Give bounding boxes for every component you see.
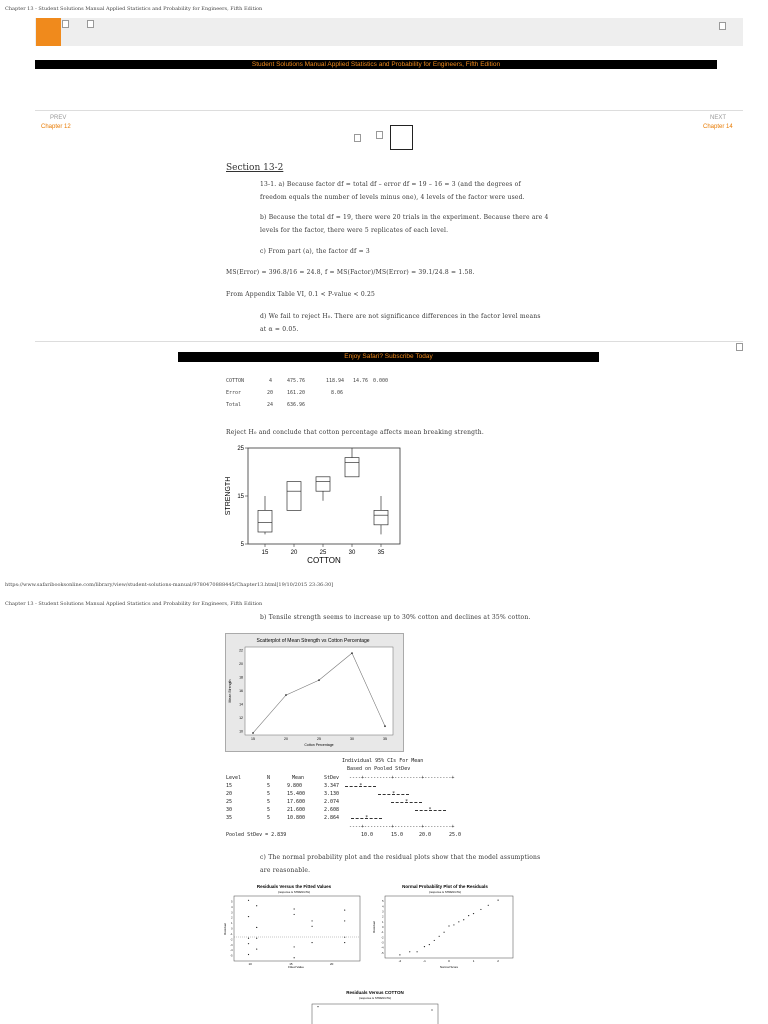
data-point	[351, 652, 353, 654]
plot-area	[234, 896, 360, 961]
chart-subtitle: (response is STRENGTH)	[428, 890, 462, 894]
y-tick-label: 15	[237, 494, 244, 500]
x-tick-label: -2	[398, 959, 402, 963]
y-tick-label: 18	[239, 675, 243, 680]
data-point	[344, 920, 345, 921]
x-tick-label: 15	[261, 550, 269, 556]
x-tick-label: 20	[284, 737, 288, 741]
ci-cell: 17.600	[287, 799, 306, 805]
y-tick-label: -1	[381, 931, 384, 935]
box	[287, 482, 301, 511]
data-point	[256, 927, 257, 928]
y-tick-label: 12	[239, 716, 243, 721]
y-tick-label: -2	[381, 936, 384, 940]
plot-area	[312, 1004, 438, 1024]
answer-13-1-d: d) We fail to reject H₀. There are not significance differences in the factor level means at α = 0.05.	[260, 313, 541, 333]
anova-cell: 0.000	[373, 378, 389, 384]
x-tick-label: 0	[448, 959, 450, 963]
ci-col-header: Mean	[292, 775, 305, 781]
ci-scale-label: 20.0	[419, 832, 432, 838]
menu-icon[interactable]	[62, 20, 69, 28]
chart-title: Scatterplot of Mean Strength vs Cotton Percentage	[256, 638, 370, 644]
ci-mean-marker: *	[405, 799, 409, 805]
ci-cell: 2.074	[324, 799, 340, 805]
data-point	[317, 1006, 318, 1007]
data-point	[311, 926, 312, 927]
data-point	[256, 948, 257, 949]
x-tick-label: 20	[329, 962, 334, 966]
data-point	[463, 919, 464, 920]
data-point	[344, 909, 345, 910]
chart-subtitle: (response is STRENGTH)	[358, 996, 392, 1000]
y-tick-label: 4	[231, 905, 233, 909]
page-header-2: Chapter 13 - Student Solutions Manual Applied Statistics and Probability for Engineers, Fifth Edition	[5, 601, 263, 607]
ci-col-header: N	[267, 775, 271, 781]
ci-cell: 5	[267, 783, 271, 789]
ci-cell: 5	[267, 807, 271, 813]
data-point	[311, 942, 312, 943]
data-point	[252, 732, 254, 734]
toc-icon[interactable]	[87, 20, 94, 28]
ci-mean-marker: *	[359, 783, 363, 789]
tensile-statement: b) Tensile strength seems to increase up to 30% cotton and declines at 35% cotton.	[260, 614, 531, 621]
ms-error-calc: MS(Error) = 396.8/16 = 24.8, f = MS(Factor)/MS(Error) = 39.1/24.8 = 1.58.	[226, 269, 475, 276]
plot-area	[245, 647, 393, 735]
x-tick-label: 30	[350, 737, 354, 741]
x-tick-label: 35	[383, 737, 387, 741]
y-tick-label: 25	[237, 446, 244, 452]
y-tick-label: -2	[230, 938, 233, 942]
ci-table	[226, 758, 496, 848]
section-title: Section 13-2	[226, 163, 284, 173]
data-point	[294, 914, 295, 915]
ci-cell: 2.864	[324, 815, 340, 821]
anova-cell: 475.76	[287, 378, 306, 384]
y-tick-label: -1	[230, 932, 233, 936]
answer-13-1-b: b) Because the total df = 19, there were 20 trials in the experiment. Because there are 4 levels for the factor, there were 5 replicates of each level.	[260, 214, 549, 234]
data-point	[439, 936, 440, 937]
data-point	[416, 951, 417, 952]
chart-title: Residuals Versus COTTON	[346, 990, 404, 995]
box	[374, 510, 388, 524]
chart-title: Residuals Versus the Fitted Values	[256, 884, 332, 889]
anova-cell: Error	[226, 390, 242, 396]
page-divider	[35, 341, 743, 342]
y-tick-label: -4	[230, 949, 233, 953]
y-tick-label: 2	[382, 915, 384, 919]
data-point	[256, 905, 257, 906]
data-point	[468, 915, 469, 916]
y-tick-label: -3	[381, 941, 384, 945]
chart-title: Normal Probability Plot of the Residuals	[402, 884, 488, 889]
y-axis-label: STRENGTH	[225, 476, 232, 516]
ci-cell: 5	[267, 791, 271, 797]
ci-cell: 3.130	[324, 791, 340, 797]
x-axis-label: Fitted Value	[288, 965, 304, 968]
expand-icon[interactable]	[736, 343, 743, 351]
y-tick-label: 2	[231, 916, 233, 920]
y-tick-label: 0	[231, 927, 233, 931]
subscribe-banner[interactable]: Enjoy Safari? Subscribe Today	[178, 352, 599, 362]
y-tick-label: 10	[239, 729, 243, 734]
ci-cell: 5	[267, 815, 271, 821]
page-thumbnail-icon[interactable]	[390, 125, 413, 150]
data-point	[443, 932, 444, 933]
box	[345, 458, 359, 477]
anova-cell: 4	[269, 378, 273, 384]
anova-cell: 8.06	[331, 390, 344, 396]
plot-area	[385, 896, 513, 958]
x-axis-label: Normal Score	[439, 965, 459, 968]
top-toolbar	[35, 18, 743, 46]
data-point	[248, 938, 249, 939]
ci-cell: 9.800	[287, 783, 303, 789]
anova-cell: 636.96	[287, 402, 306, 408]
page-header: Chapter 13 - Student Solutions Manual Applied Statistics and Probability for Engineers, Fifth Edition	[5, 6, 263, 12]
anova-cell: 14.76	[353, 378, 369, 384]
answer-13-1-c: c) From part (a), the factor df = 3	[260, 248, 370, 255]
anova-cell: 20	[267, 390, 274, 396]
y-tick-label: 22	[239, 648, 243, 653]
data-point	[248, 900, 249, 901]
data-point	[294, 957, 295, 958]
ci-cell: 5	[267, 799, 271, 805]
y-tick-label: -3	[230, 943, 233, 947]
ci-cell: 15.400	[287, 791, 306, 797]
data-point	[434, 940, 435, 941]
x-axis-label: Cotton Percentage	[304, 743, 334, 747]
data-point	[424, 946, 425, 947]
settings-icon[interactable]	[719, 22, 726, 30]
y-tick-label: 16	[239, 689, 243, 693]
y-tick-label: -5	[381, 951, 384, 955]
assumptions-statement: c) The normal probability plot and the residual plots show that the model assumptions are reasonable.	[260, 854, 541, 874]
data-point	[488, 905, 489, 906]
prev-label: PREV	[50, 115, 67, 121]
ci-cell: 10.800	[287, 815, 306, 821]
ci-cell: 21.600	[287, 807, 306, 813]
next-label: NEXT	[710, 115, 727, 121]
x-tick-label: 35	[377, 550, 385, 556]
data-point	[248, 916, 249, 917]
data-point	[294, 908, 295, 909]
y-tick-label: 1	[231, 922, 233, 926]
anova-cell: 24	[267, 402, 274, 408]
data-point	[311, 920, 312, 921]
box	[258, 510, 272, 532]
boxplot-chart	[222, 442, 412, 568]
y-tick-label: -4	[381, 946, 384, 950]
y-tick-label: 4	[382, 905, 384, 909]
ci-scale-label: 25.0	[449, 832, 462, 838]
pooled-stdev: Pooled StDev = 2.839	[226, 832, 287, 838]
nav-divider	[35, 110, 743, 111]
y-tick-label: 3	[382, 910, 384, 914]
y-tick-label: 20	[239, 661, 243, 666]
data-point	[294, 946, 295, 947]
x-axis-label: COTTON	[307, 556, 341, 565]
y-tick-label: 5	[231, 900, 233, 904]
x-tick-label: 30	[348, 550, 356, 556]
x-tick-label: 25	[319, 550, 327, 556]
ci-cell: 3.347	[324, 783, 340, 789]
y-tick-label: 14	[239, 702, 243, 707]
data-point	[256, 938, 257, 939]
anova-cell: Total	[226, 402, 242, 408]
y-tick-label: 5	[382, 900, 384, 904]
ci-header: Based on Pooled StDev	[347, 766, 411, 772]
data-point	[497, 900, 498, 901]
x-tick-label: -1	[423, 959, 426, 963]
anova-cell: COTTON	[226, 378, 245, 384]
ci-cell: 15	[226, 783, 233, 789]
data-point	[248, 954, 249, 955]
book-title-bar[interactable]: Student Solutions Manual Applied Statistics and Probability for Engineers, Fifth Edition	[35, 60, 717, 69]
chart-subtitle: (response is STRENGTH)	[277, 890, 311, 894]
ci-header: Individual 95% CIs For Mean	[342, 758, 424, 764]
reject-statement: Reject H₀ and conclude that cotton percentage affects mean breaking strength.	[226, 429, 484, 436]
data-point	[448, 925, 449, 926]
x-tick-label: 2	[497, 959, 499, 963]
data-point	[399, 954, 400, 955]
url-footer: https://www.safaribooksonline.com/library/view/student-solutions-manual/9780470888445/Chapter13.html[19/10/2015 23:36:30]	[5, 582, 334, 588]
ci-cell: 2.608	[324, 807, 340, 813]
next-chapter-link[interactable]: Chapter 14	[703, 124, 733, 130]
y-axis-label: Residual	[223, 923, 227, 935]
residual-vs-cotton-chart	[300, 988, 450, 1024]
data-point	[344, 942, 345, 943]
ci-dash-row: ----+---------+---------+---------+	[349, 775, 455, 781]
x-tick-label: 15	[251, 737, 255, 741]
x-tick-label: 15	[289, 962, 293, 966]
ci-scale-label: 10.0	[361, 832, 374, 838]
data-point	[480, 909, 481, 910]
ci-col-header: StDev	[324, 775, 340, 781]
y-tick-label: 0	[382, 926, 384, 929]
x-tick-label: 20	[290, 550, 298, 556]
ci-col-header: Level	[226, 775, 242, 781]
normal-probability-chart	[370, 882, 520, 968]
data-point	[409, 951, 410, 952]
p-value-text: From Appendix Table VI, 0.1 < P-value < 0.25	[226, 291, 375, 298]
y-tick-label: -5	[230, 954, 233, 958]
box	[316, 477, 330, 491]
y-axis-label: Mean Strength	[228, 679, 232, 703]
ci-dash-row: ----+---------+---------+---------+	[349, 824, 455, 830]
x-tick-label: 1	[472, 959, 475, 963]
y-tick-label: 1	[382, 920, 384, 924]
x-tick-label: 25	[317, 737, 321, 741]
residual-vs-fitted-chart	[222, 882, 362, 968]
data-point	[285, 694, 287, 696]
ci-mean-marker: *	[365, 815, 369, 821]
ci-cell: 25	[226, 799, 233, 805]
bookmark-icon[interactable]	[354, 134, 361, 142]
ci-cell: 20	[226, 791, 233, 797]
data-point	[453, 924, 454, 925]
y-tick-label: 5	[240, 542, 244, 548]
data-point	[248, 943, 249, 944]
anova-cell: 118.94	[326, 378, 345, 384]
note-icon[interactable]	[376, 131, 383, 139]
anova-cell: 161.20	[287, 390, 306, 396]
ci-scale-label: 15.0	[391, 832, 404, 838]
answer-13-1-a: 13-1. a) Because factor df = total df – error df = 19 – 16 = 3 (and the degrees of freedom equals the number of levels minus one), 4 levels of the factor were used.	[260, 181, 525, 201]
data-point	[473, 913, 474, 914]
y-tick-label: 3	[231, 911, 233, 915]
y-axis-label: Residual	[372, 921, 376, 933]
prev-chapter-link[interactable]: Chapter 12	[41, 124, 71, 130]
data-point	[318, 679, 320, 681]
x-tick-label: 10	[248, 962, 252, 966]
mean-scatter-chart	[225, 633, 402, 750]
ci-cell: 30	[226, 807, 233, 813]
data-point	[431, 1009, 432, 1010]
ci-mean-marker: *	[428, 807, 432, 813]
data-point	[429, 944, 430, 945]
safari-logo[interactable]	[36, 18, 61, 46]
data-point	[458, 921, 459, 922]
data-point	[344, 937, 345, 938]
data-point	[384, 725, 386, 727]
ci-cell: 35	[226, 815, 233, 821]
ci-mean-marker: *	[392, 791, 396, 797]
